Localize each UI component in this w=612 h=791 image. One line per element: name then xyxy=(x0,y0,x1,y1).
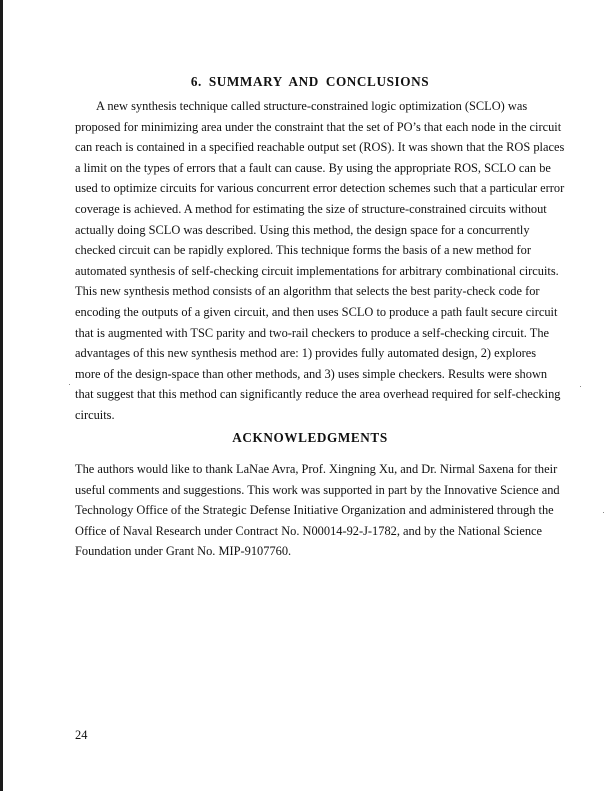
text-line: Office of Naval Research under Contract No. N00014-92-J-1782, and by the National Science xyxy=(75,523,543,538)
text-line: proposed for minimizing area under the constraint that the set of PO’s that each node in the circuit xyxy=(75,119,562,134)
text-line: The authors would like to thank LaNae Avra, Prof. Xingning Xu, and Dr. Nirmal Saxena for their xyxy=(75,462,558,476)
scan-left-edge xyxy=(0,0,3,791)
text-line: A new synthesis technique called structure-constrained logic optimization (SCLO) was xyxy=(96,99,528,113)
text-line: checked circuit can be rapidly explored. This technique forms the basis of a new method for xyxy=(75,243,532,258)
text-line: This new synthesis method consists of an algorithm that selects the best parity-check code for xyxy=(75,284,540,299)
scan-speck xyxy=(580,386,581,387)
text-line: advantages of this new synthesis method are: 1) provides fully automated design, 2) explores xyxy=(75,346,537,361)
text-line: more of the design-space than other methods, and 3) uses simple checkers. Results were shown xyxy=(75,366,548,381)
text-line: a limit on the types of errors that a fault can cause. By using the appropriate ROS, SCLO can be xyxy=(75,160,551,175)
text-line: Technology Office of the Strategic Defense Initiative Organization and administered through the xyxy=(75,503,554,518)
text-line: that suggest that this method can significantly reduce the area overhead required for self-checking xyxy=(75,387,561,402)
text-line: circuits. xyxy=(75,407,115,422)
section-heading-acknowledgments: ACKNOWLEDGMENTS xyxy=(232,430,388,445)
section-heading-summary: 6. SUMMARY AND CONCLUSIONS xyxy=(190,74,430,89)
text-line: coverage is achieved. A method for estimating the size of structure-constrained circuits without xyxy=(75,201,547,216)
summary-paragraph xyxy=(75,96,565,426)
text-line: encoding the outputs of a given circuit, and then uses SCLO to produce a path fault secure circuit xyxy=(75,304,558,319)
text-line: Foundation under Grant No. MIP-9107760. xyxy=(75,544,292,559)
text-line: used to optimize circuits for various concurrent error detection schemes such that a particular error xyxy=(75,181,565,196)
scan-speck xyxy=(69,384,70,385)
text-line: can reach is contained in a specified reachable output set (ROS). It was shown that the ROS places xyxy=(75,140,565,155)
scan-speck xyxy=(603,512,604,513)
text-line: useful comments and suggestions. This work was supported in part by the Innovative Science and xyxy=(75,482,560,497)
text-line: automated synthesis of self-checking circuit implementations for arbitrary combinational circuits. xyxy=(75,263,559,278)
acknowledgments-paragraph xyxy=(75,459,560,562)
text-line: actually doing SCLO was described. Using this method, the design space for a concurrently xyxy=(75,222,530,237)
page-number: 24 xyxy=(75,728,88,742)
text-line: that is augmented with TSC parity and two-rail checkers to produce a self-checking circuit. The xyxy=(75,325,550,340)
